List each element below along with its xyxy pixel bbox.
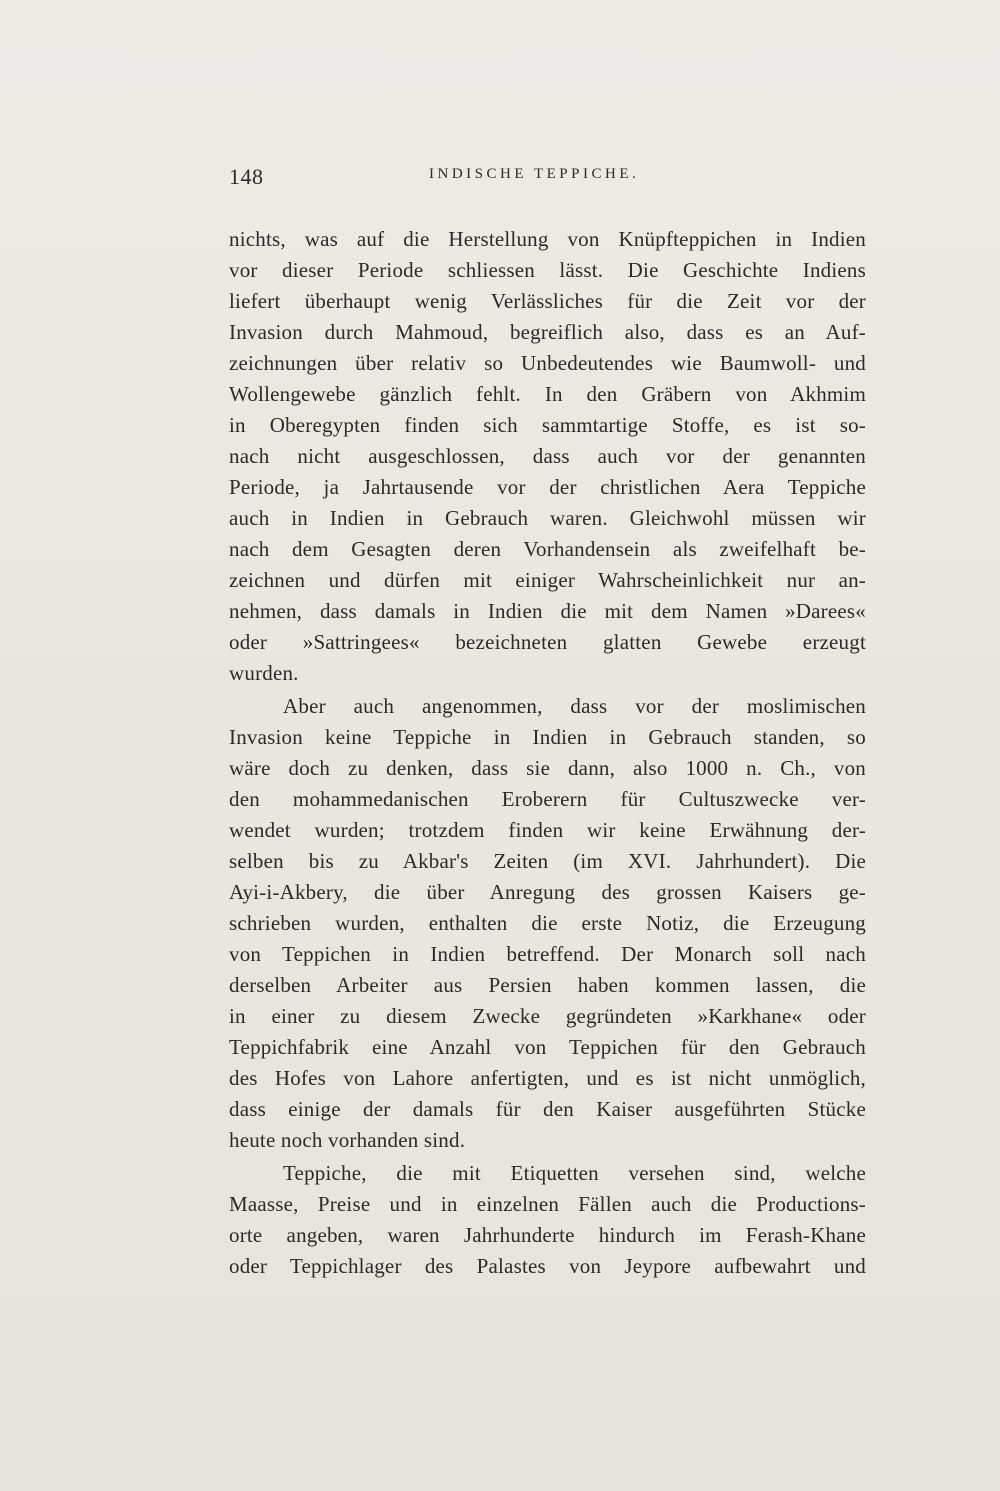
- text-line: Periode, ja Jahrtausende vor der christlichen Aera Teppiche: [229, 475, 866, 499]
- running-title: INDISCHE TEPPICHE.: [429, 166, 640, 182]
- text-line: wäre doch zu denken, dass sie dann, also 1000 n. Ch., von: [229, 756, 866, 780]
- text-line: nehmen, dass damals in Indien die mit dem Namen »Darees«: [229, 599, 866, 623]
- text-line: von Teppichen in Indien betreffend. Der Monarch soll nach: [229, 942, 866, 966]
- paragraph: [229, 224, 866, 689]
- text-line: in einer zu diesem Zwecke gegründeten »Karkhane« oder: [229, 1004, 866, 1028]
- text-line: orte angeben, waren Jahrhunderte hindurch im Ferash-Khane: [229, 1223, 866, 1247]
- text-line: auch in Indien in Gebrauch waren. Gleichwohl müssen wir: [229, 506, 866, 530]
- text-line: derselben Arbeiter aus Persien haben kommen lassen, die: [229, 973, 866, 997]
- text-line: nach nicht ausgeschlossen, dass auch vor der genannten: [229, 444, 866, 468]
- text-line: oder »Sattringees« bezeichneten glatten Gewebe erzeugt: [229, 630, 866, 654]
- text-line: des Hofes von Lahore anfertigten, und es ist nicht unmöglich,: [229, 1066, 866, 1090]
- paragraph: [229, 1158, 866, 1282]
- text-line: dass einige der damals für den Kaiser ausgeführten Stücke: [229, 1097, 866, 1121]
- text-line: Invasion keine Teppiche in Indien in Gebrauch standen, so: [229, 725, 866, 749]
- text-line: oder Teppichlager des Palastes von Jeypore aufbewahrt und: [229, 1254, 866, 1278]
- text-line: selben bis zu Akbar's Zeiten (im XVI. Jahrhundert). Die: [229, 849, 866, 873]
- text-line: nichts, was auf die Herstellung von Knüpfteppichen in Indien: [229, 227, 866, 251]
- paragraph: [229, 691, 866, 1156]
- text-line: Aber auch angenommen, dass vor der moslimischen: [283, 694, 866, 718]
- text-line: in Oberegypten finden sich sammtartige Stoffe, es ist so-: [229, 413, 866, 437]
- text-line: Wollengewebe gänzlich fehlt. In den Gräbern von Akhmim: [229, 382, 866, 406]
- text-line: Ayi-i-Akbery, die über Anregung des grossen Kaisers ge-: [229, 880, 866, 904]
- text-line: Invasion durch Mahmoud, begreiflich also, dass es an Auf-: [229, 320, 866, 344]
- text-line: schrieben wurden, enthalten die erste Notiz, die Erzeugung: [229, 911, 866, 935]
- text-line: den mohammedanischen Eroberern für Cultuszwecke ver-: [229, 787, 866, 811]
- text-line: Teppichfabrik eine Anzahl von Teppichen für den Gebrauch: [229, 1035, 866, 1059]
- text-line: zeichnen und dürfen mit einiger Wahrscheinlichkeit nur an-: [229, 568, 866, 592]
- text-line: wurden.: [229, 661, 299, 685]
- text-line: vor dieser Periode schliessen lässt. Die Geschichte Indiens: [229, 258, 866, 282]
- page-number: 148: [229, 164, 264, 189]
- body-text: [229, 224, 866, 1282]
- text-line: heute noch vorhanden sind.: [229, 1128, 466, 1152]
- text-line: wendet wurden; trotzdem finden wir keine Erwähnung der-: [229, 818, 866, 842]
- text-line: Maasse, Preise und in einzelnen Fällen auch die Productions-: [229, 1192, 866, 1216]
- running-head: [229, 158, 866, 198]
- text-line: liefert überhaupt wenig Verlässliches für die Zeit vor der: [229, 289, 866, 313]
- text-line: nach dem Gesagten deren Vorhandensein als zweifelhaft be-: [229, 537, 866, 561]
- text-line: zeichnungen über relativ so Unbedeutendes wie Baumwoll- und: [229, 351, 866, 375]
- text-line: Teppiche, die mit Etiquetten versehen sind, welche: [283, 1161, 866, 1185]
